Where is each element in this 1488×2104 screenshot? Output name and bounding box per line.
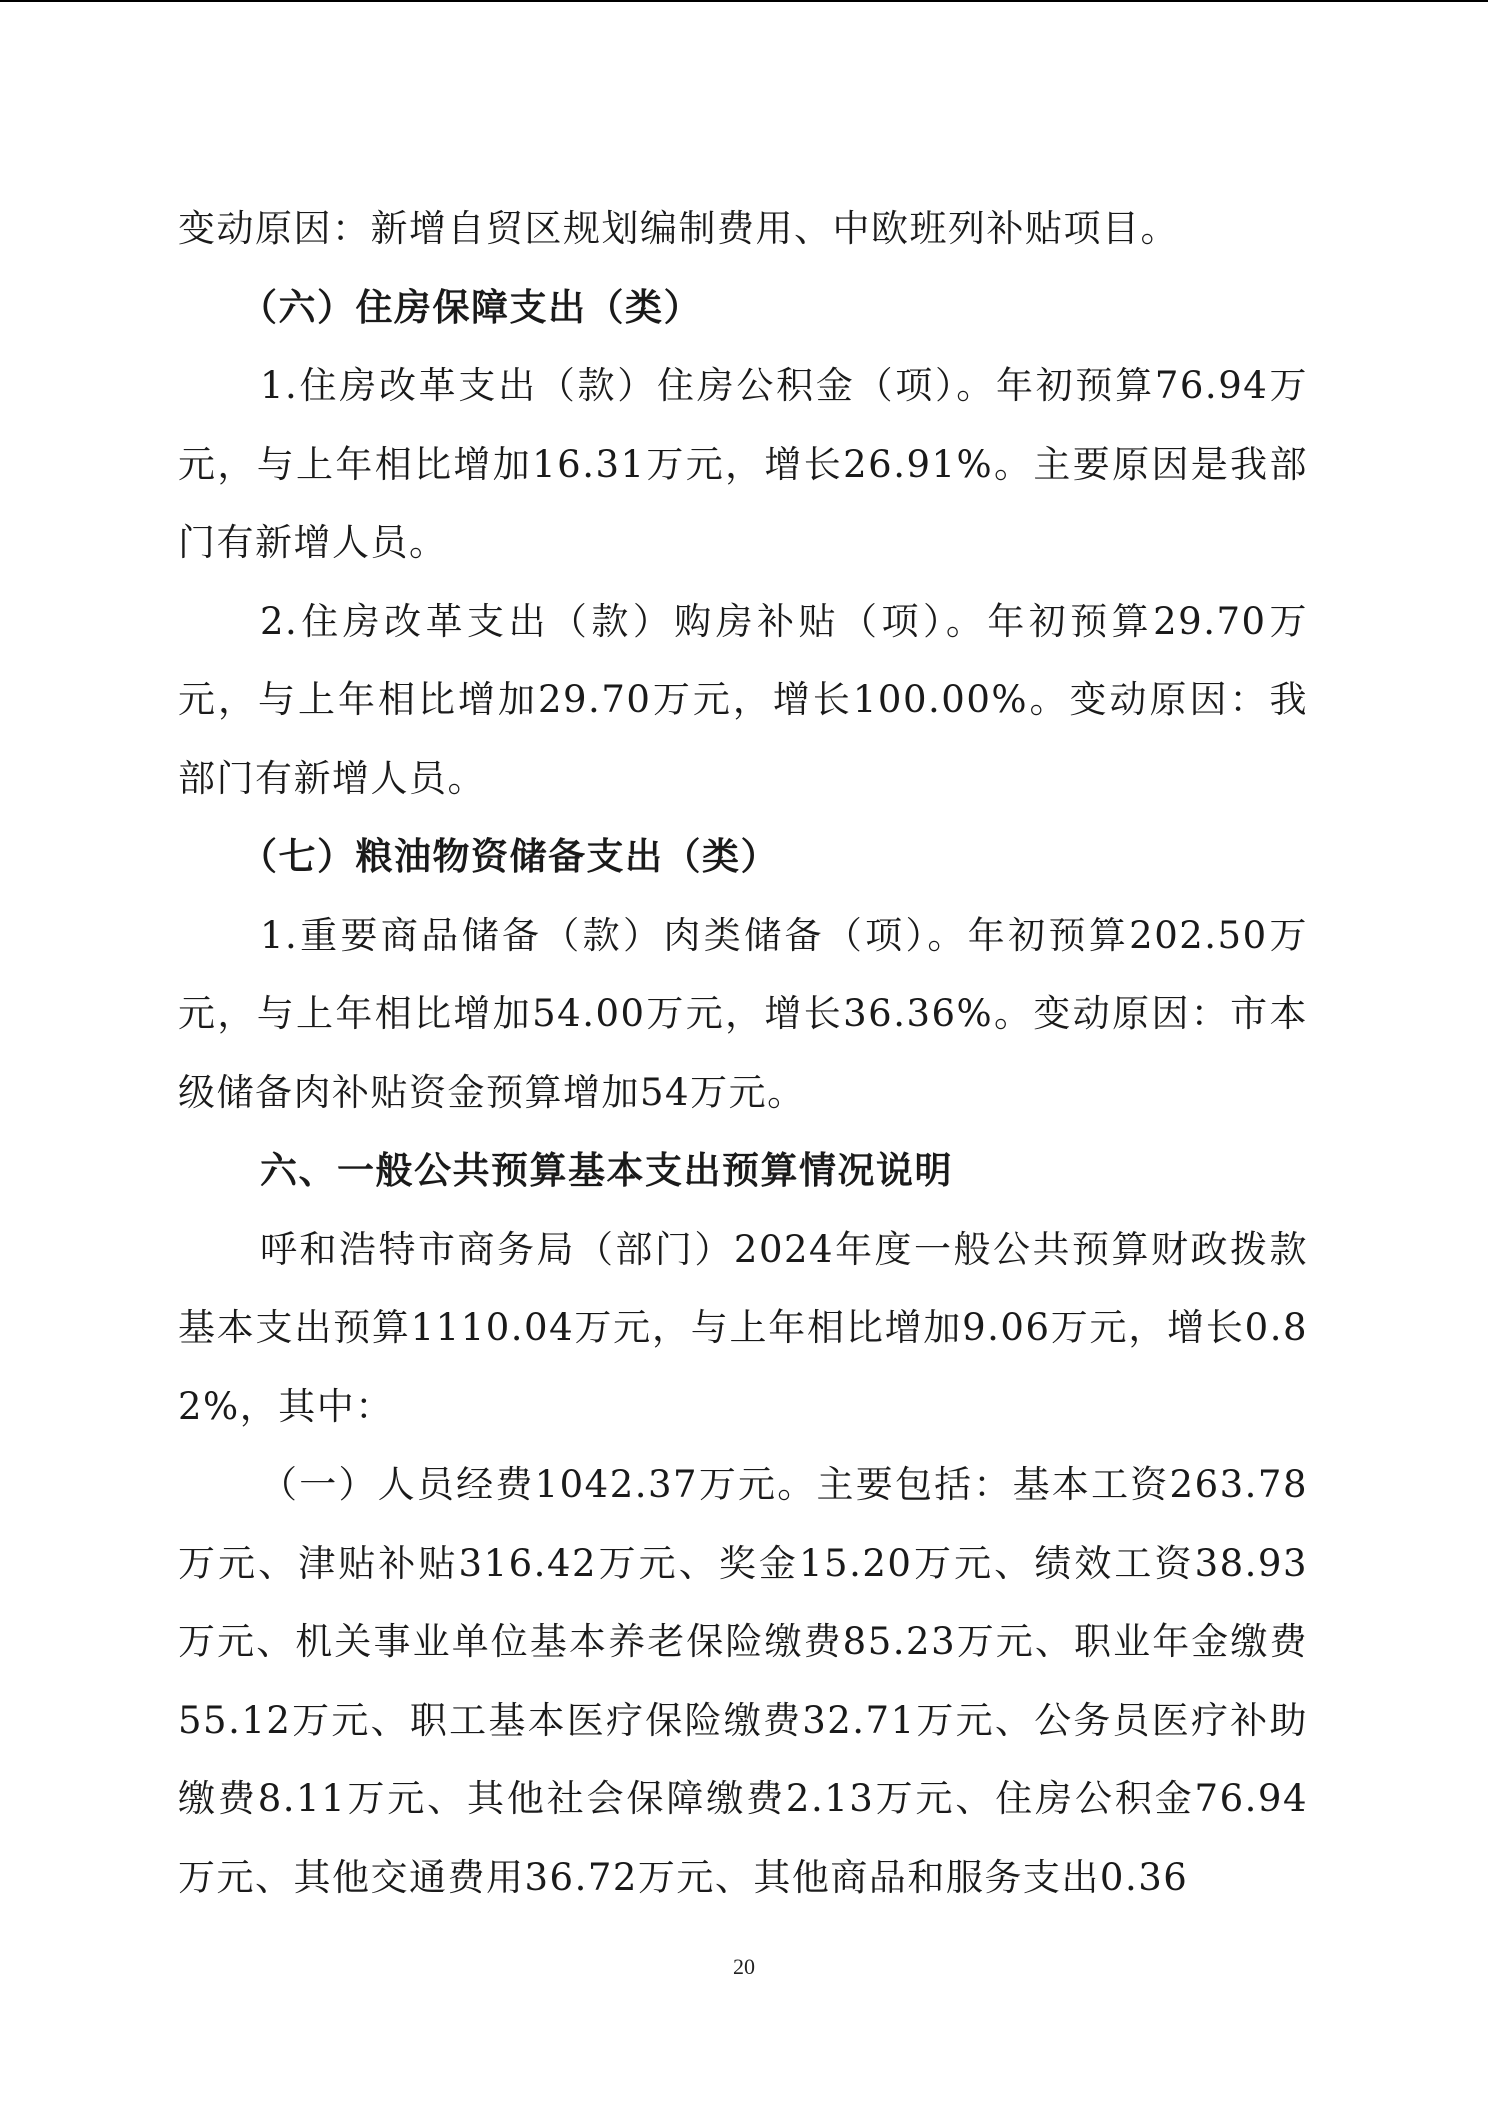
paragraph-housing-subsidy: 2.住房改革支出（款）购房补贴（项）。年初预算29.70万元，与上年相比增加29.70万元，增长100.00%。变动原因：我部门有新增人员。 bbox=[178, 599, 1308, 800]
paragraph-change-reason: 变动原因：新增自贸区规划编制费用、中欧班列补贴项目。 bbox=[178, 207, 1179, 250]
paragraph-meat-reserve: 1.重要商品储备（款）肉类储备（项）。年初预算202.50万元，与上年相比增加54.00万元，增长36.36%。变动原因：市本级储备肉补贴资金预算增加54万元。 bbox=[178, 913, 1308, 1114]
paragraph-personnel-expenses: （一）人员经费1042.37万元。主要包括：基本工资263.78万元、津贴补贴316.42万元、奖金15.20万元、绩效工资38.93万元、机关事业单位基本养老保险缴费85.23万元、职业年金缴费55.12万元、职工基本医疗保险缴费32.71万元、公务员医疗补助缴费8.11万元、其他社会保障缴费2.13万元、住房公积金76.94万元、其他交通费用36.72万元、其他商品和服务支出0.36 bbox=[178, 1463, 1308, 1899]
top-border-line bbox=[0, 0, 1488, 2]
page-number: 20 bbox=[733, 1954, 755, 1979]
section-heading-grain-reserve: （七）粮油物资储备支出（类） bbox=[240, 835, 779, 878]
document-body bbox=[178, 190, 1308, 1917]
section-heading-housing: （六）住房保障支出（类） bbox=[240, 285, 702, 329]
paragraph-basic-expenditure-summary: 呼和浩特市商务局（部门）2024年度一般公共预算财政拨款基本支出预算1110.04万元，与上年相比增加9.06万元，增长0.82%，其中： bbox=[178, 1227, 1308, 1428]
section-heading-basic-expenditure: 六、一般公共预算基本支出预算情况说明 bbox=[260, 1149, 953, 1192]
paragraph-housing-fund: 1.住房改革支出（款）住房公积金（项）。年初预算76.94万元，与上年相比增加16.31万元，增长26.91%。主要原因是我部门有新增人员。 bbox=[178, 364, 1308, 564]
